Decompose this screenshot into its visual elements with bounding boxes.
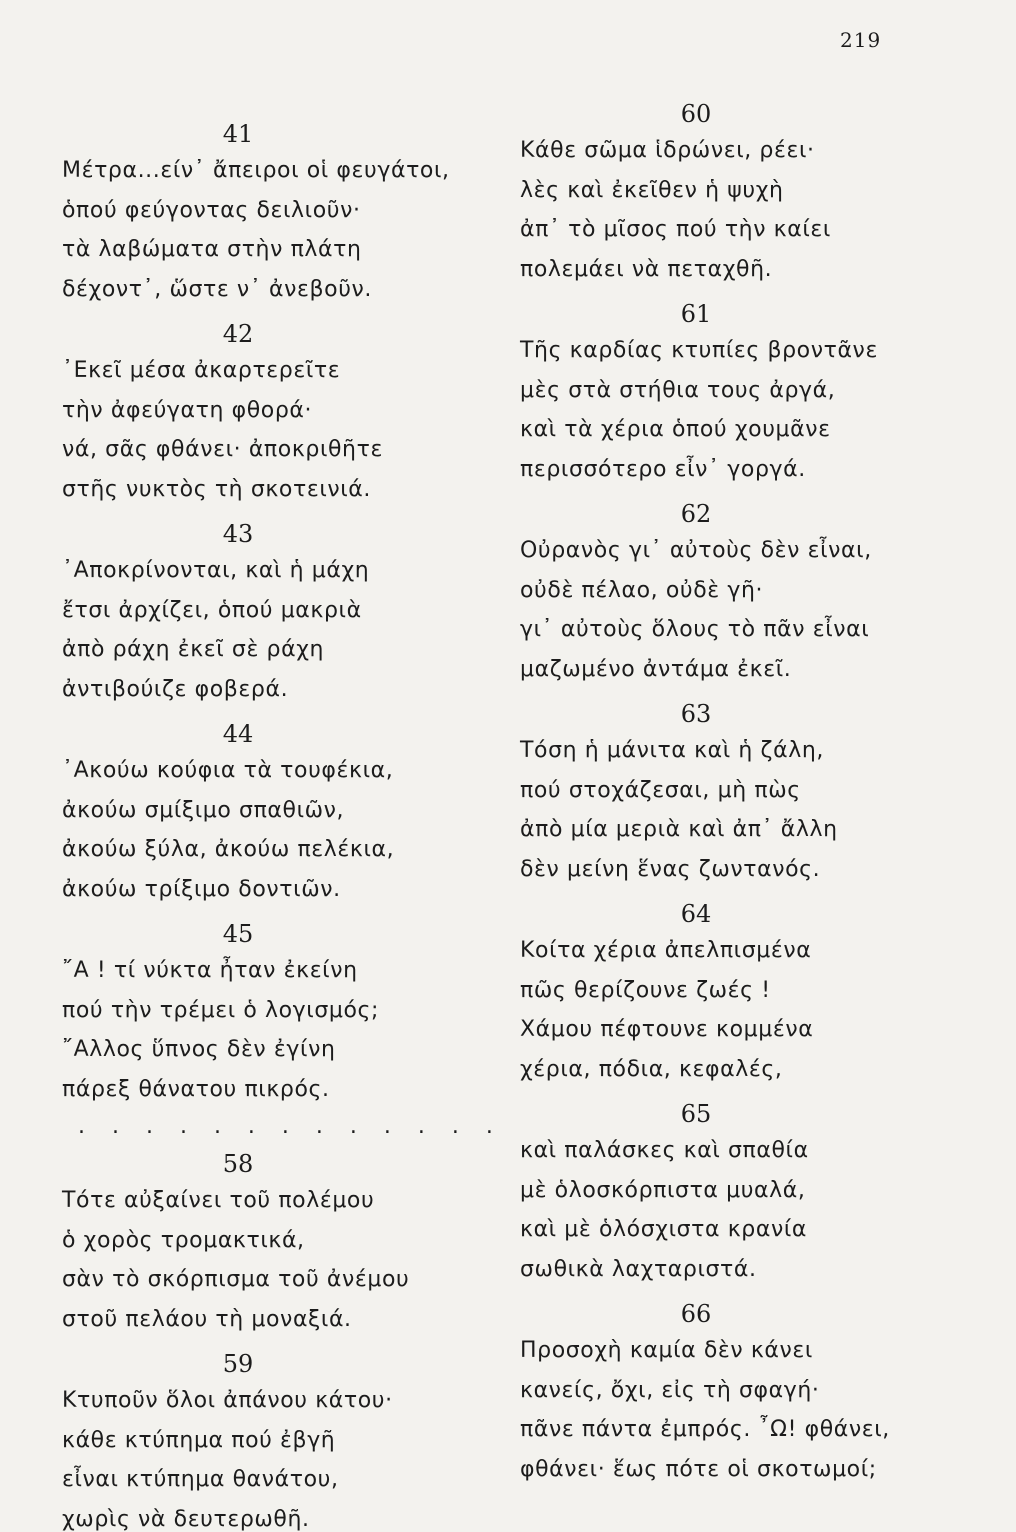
stanza-number: 45: [222, 920, 254, 948]
verse-line: σωθικὰ λαχταριστά.: [520, 1256, 757, 1282]
verse-line: λὲς καὶ ἐκεῖθεν ἡ ψυχὴ: [520, 177, 784, 203]
verse-line: καὶ παλάσκες καὶ σπαθία: [520, 1138, 809, 1163]
verse-line: μὲς στὰ στήθια τους ἀργά,: [520, 377, 836, 403]
verse-line: δὲν μείνη ἕνας ζωντανός.: [520, 856, 821, 882]
verse-line: ᾽Αποκρίνονται, καὶ ἡ μάχη: [62, 558, 370, 583]
verse-line: Τῆς καρδίας κτυπίες βροντᾶνε: [520, 338, 878, 363]
verse-line: πολεμάει νὰ πεταχθῆ.: [520, 256, 773, 282]
verse-line: ῎Α ! τί νύκτα ἦταν ἐκείνη: [62, 958, 358, 983]
verse-line: φθάνει· ἕως πότε οἱ σκοτωμοί;: [520, 1456, 877, 1482]
verse-line: ἔτσι ἀρχίζει, ὁπού μακριὰ: [62, 597, 362, 623]
verse-line: μαζωμένο ἀντάμα ἐκεῖ.: [520, 656, 792, 682]
verse-line: στοῦ πελάου τὴ μοναξιά.: [62, 1306, 352, 1332]
stanza-number: 65: [680, 1100, 712, 1128]
stanza-number: 60: [680, 100, 712, 128]
verse-line: Τόση ἡ μάνιτα καὶ ἡ ζάλη,: [520, 738, 824, 763]
verse-line: πῶς θερίζουνε ζωές !: [520, 977, 771, 1003]
verse-line: Χάμου πέφτουνε κομμένα: [520, 1017, 814, 1042]
stanza-number: 62: [680, 500, 712, 528]
verse-line: νά, σᾶς φθάνει· ἀποκριθῆτε: [62, 437, 383, 462]
stanza-number: 43: [222, 520, 254, 548]
verse-line: Κοίτα χέρια ἀπελπισμένα: [520, 938, 812, 963]
verse-line: κανείς, ὄχι, εἰς τὴ σφαγή·: [520, 1377, 820, 1403]
stanza-number: 64: [680, 900, 712, 928]
verse-line: Κτυποῦν ὅλοι ἀπάνου κάτου·: [62, 1388, 393, 1413]
verse-line: μὲ ὁλοσκόρπιστα μυαλά,: [520, 1177, 806, 1203]
verse-line: ῎Αλλος ὕπνος δὲν ἐγίνη: [62, 1037, 336, 1062]
verse-line: ᾽Εκεῖ μέσα ἀκαρτερεῖτε: [62, 358, 341, 383]
verse-line: ἀκούω σμίξιμο σπαθιῶν,: [62, 797, 345, 823]
verse-line: Οὐρανὸς γι᾽ αὐτοὺς δὲν εἶναι,: [520, 538, 872, 563]
verse-line: ἀκούω ξύλα, ἀκούω πελέκια,: [62, 837, 395, 862]
verse-line: πού στοχάζεσαι, μὴ πὼς: [520, 777, 801, 803]
stanza-number: 63: [680, 700, 712, 728]
verse-line: εἶναι κτύπημα θανάτου,: [62, 1467, 339, 1492]
verse-line: ἀντιβούιζε φοβερά.: [62, 676, 289, 702]
verse-line: πού τὴν τρέμει ὁ λογισμός;: [62, 997, 380, 1023]
verse-line: Προσοχὴ καμία δὲν κάνει: [520, 1338, 813, 1363]
verse-line: κάθε κτύπημα πού ἐβγῆ: [62, 1427, 336, 1453]
stanza-number: 41: [222, 120, 254, 148]
verse-line: τὰ λαβώματα στὴν πλάτη: [62, 237, 362, 262]
verse-line: περισσότερο εἶν᾽ γοργά.: [520, 456, 806, 482]
verse-line: χωρὶς νὰ δευτερωθῆ.: [62, 1506, 310, 1532]
stanza-number: 58: [222, 1150, 254, 1178]
verse-line: Τότε αὐξαίνει τοῦ πολέμου: [62, 1188, 375, 1213]
stanza-number: 59: [222, 1350, 254, 1378]
verse-line: γι᾽ αὐτοὺς ὅλους τὸ πᾶν εἶναι: [520, 617, 870, 642]
verse-line: πᾶνε πάντα ἐμπρός. ῏Ω! φθάνει,: [520, 1417, 890, 1442]
verse-line: καὶ τὰ χέρια ὁπού χουμᾶνε: [520, 417, 831, 442]
verse-line: Μέτρα...είν᾽ ἄπειροι οἱ φευγάτοι,: [62, 158, 450, 183]
stanza-number: 42: [222, 320, 254, 348]
verse-line: οὐδὲ πέλαο, οὐδὲ γῆ·: [520, 577, 764, 603]
verse-line: ὁπού φεύγοντας δειλιοῦν·: [62, 197, 361, 223]
verse-line: ὁ χορὸς τρομακτικά,: [62, 1227, 305, 1253]
verse-line: ἀπ᾽ τὸ μῖσος πού τὴν καίει: [520, 217, 831, 242]
page-number: 219: [840, 28, 882, 52]
verse-line: στῆς νυκτὸς τὴ σκοτεινιά.: [62, 476, 371, 502]
verse-line: καὶ μὲ ὁλόσχιστα κρανία: [520, 1217, 807, 1242]
verse-line: ἀπὸ ράχη ἐκεῖ σὲ ράχη: [62, 637, 325, 662]
verse-line: ἀκούω τρίξιμο δοντιῶν.: [62, 876, 341, 902]
verse-line: ᾽Ακούω κούφια τὰ τουφέκια,: [62, 758, 394, 783]
stanza-number: 61: [680, 300, 712, 328]
stanza-number: 66: [680, 1300, 712, 1328]
verse-line: σὰν τὸ σκόρπισμα τοῦ ἀνέμου: [62, 1267, 410, 1292]
stanza-number: 44: [222, 720, 254, 748]
verse-line: ἀπὸ μία μεριὰ καὶ ἀπ᾽ ἄλλη: [520, 817, 838, 842]
verse-line: πάρεξ θάνατου πικρός.: [62, 1076, 330, 1102]
ellipsis-row: . . . . . . . . . . . . .: [78, 1114, 503, 1139]
verse-line: χέρια, πόδια, κεφαλές,: [520, 1056, 783, 1082]
verse-line: τὴν ἀφεύγατη φθορά·: [62, 397, 313, 423]
verse-line: Κάθε σῶμα ἱδρώνει, ρέει·: [520, 138, 815, 163]
verse-line: δέχοντ᾽, ὥστε ν᾽ ἀνεβοῦν.: [62, 276, 373, 302]
